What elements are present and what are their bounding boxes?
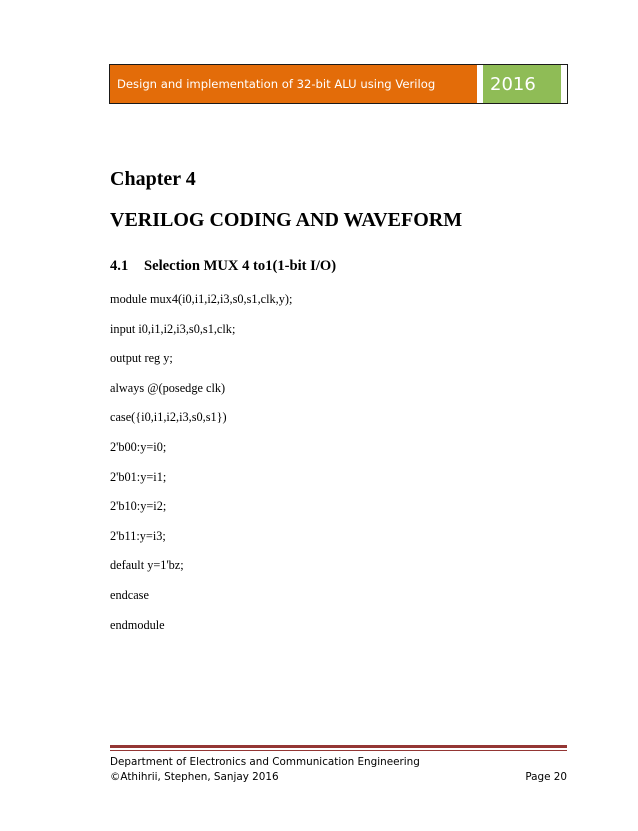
code-line: 2'b01:y=i1; xyxy=(110,469,167,484)
code-line: 2'b10:y=i2; xyxy=(110,499,167,514)
code-line: case({i0,i1,i2,i3,s0,s1}) xyxy=(110,410,227,425)
document-year: 2016 xyxy=(483,65,561,103)
footer-department: Department of Electronics and Communication Engineering xyxy=(110,756,420,768)
code-line: input i0,i1,i2,i3,s0,s1,clk; xyxy=(110,321,236,336)
footer-meta xyxy=(110,771,567,783)
chapter-label: Chapter 4 xyxy=(110,168,196,190)
code-line: default y=1'bz; xyxy=(110,558,184,573)
document-title: Design and implementation of 32-bit ALU using Verilog xyxy=(110,65,477,103)
chapter-heading: VERILOG CODING AND WAVEFORM xyxy=(110,209,463,231)
verilog-code-block xyxy=(110,292,292,647)
page-header-banner xyxy=(109,64,568,104)
footer-divider xyxy=(110,745,567,748)
section-heading xyxy=(110,258,336,275)
header-tail xyxy=(561,65,567,103)
footer-authors: ©Athihrii, Stephen, Sanjay 2016 xyxy=(110,771,279,783)
page-number: Page 20 xyxy=(525,771,567,783)
section-title: Selection MUX 4 to1(1-bit I/O) xyxy=(144,258,337,274)
code-line: 2'b00:y=i0; xyxy=(110,439,167,454)
code-line: output reg y; xyxy=(110,351,173,366)
code-line: 2'b11:y=i3; xyxy=(110,528,166,543)
code-line: module mux4(i0,i1,i2,i3,s0,s1,clk,y); xyxy=(110,292,293,306)
footer-divider-thin xyxy=(110,750,567,751)
code-line: always @(posedge clk) xyxy=(110,380,226,395)
section-number: 4.1 xyxy=(110,258,129,274)
code-line: endcase xyxy=(110,587,149,602)
code-line: endmodule xyxy=(110,617,165,632)
